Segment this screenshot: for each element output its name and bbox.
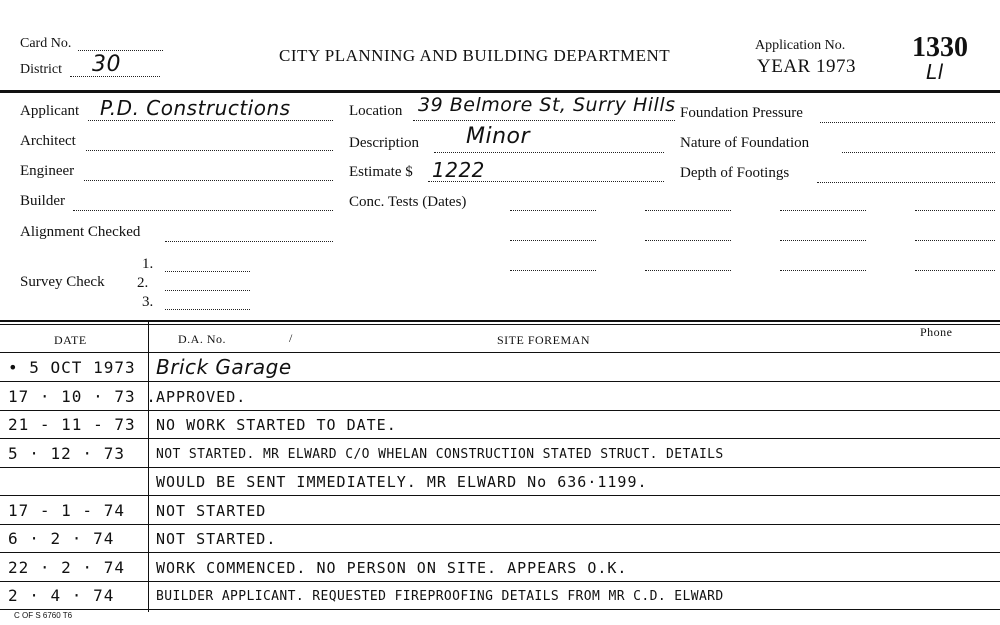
site-foreman-header: SITE FOREMAN	[497, 333, 591, 347]
alignment-label: Alignment Checked	[20, 224, 141, 240]
application-suffix: Ll	[926, 60, 944, 84]
card-no-label: Card No.	[20, 36, 72, 51]
department-title: CITY PLANNING AND BUILDING DEPARTMENT	[279, 46, 671, 65]
log-row-line	[0, 467, 1000, 468]
conc-test-line	[780, 210, 866, 211]
survey-2-line	[165, 290, 250, 291]
log-row-entry: BUILDER APPLICANT. REQUESTED FIREPROOFING DETAILS FROM MR C.D. ELWARD	[156, 589, 724, 604]
log-row-date: 2 · 4 · 74	[8, 586, 115, 605]
conc-test-line	[510, 210, 596, 211]
log-row-date: 21 - 11 - 73	[8, 415, 136, 434]
district-label: District	[20, 62, 62, 77]
engineer-line	[84, 180, 333, 181]
log-row-entry: Brick Garage	[156, 355, 292, 379]
conc-test-line	[645, 240, 731, 241]
log-row-entry: NOT STARTED	[156, 502, 267, 520]
log-row-entry: WORK COMMENCED. NO PERSON ON SITE. APPEARS O.K.	[156, 559, 628, 577]
nature-foundation-line	[842, 152, 995, 153]
log-row-line	[0, 609, 1000, 610]
builder-label: Builder	[20, 193, 65, 209]
log-row-entry: APPROVED.	[156, 388, 247, 406]
depth-footings-line	[817, 182, 995, 183]
estimate-value: 1222	[432, 158, 485, 182]
engineer-label: Engineer	[20, 163, 75, 179]
log-row-entry: WOULD BE SENT IMMEDIATELY. MR ELWARD No 636·1199.	[156, 473, 648, 491]
header-divider	[0, 90, 1000, 93]
card-no-line	[78, 50, 163, 51]
conc-test-line	[780, 270, 866, 271]
alignment-line	[165, 241, 333, 242]
log-row-line	[0, 581, 1000, 582]
nature-foundation-label: Nature of Foundation	[680, 135, 810, 151]
conc-test-line	[510, 270, 596, 271]
location-value: 39 Belmore St, Surry Hills	[418, 94, 676, 116]
log-row-line	[0, 552, 1000, 553]
architect-label: Architect	[20, 133, 76, 149]
log-row-entry: NOT STARTED. MR ELWARD C/O WHELAN CONSTRUCTION STATED STRUCT. DETAILS	[156, 447, 724, 462]
log-row-date: 22 · 2 · 74	[8, 558, 125, 577]
form-code: C OF S 6760 T6	[14, 611, 73, 620]
log-row-line	[0, 438, 1000, 439]
log-row-date: 17 · 10 · 73 .	[8, 387, 157, 406]
table-top-border-inner	[0, 324, 1000, 325]
conc-test-line	[780, 240, 866, 241]
log-row-entry: NO WORK STARTED TO DATE.	[156, 416, 397, 434]
log-row-date: 17 - 1 - 74	[8, 501, 125, 520]
log-row-date: 5 · 12 · 73	[8, 444, 125, 463]
phone-header: Phone	[920, 325, 953, 339]
survey-3-line	[165, 309, 250, 310]
conc-test-line	[510, 240, 596, 241]
conc-test-line	[645, 270, 731, 271]
architect-line	[86, 150, 333, 151]
location-label: Location	[349, 103, 403, 119]
conc-test-line	[915, 270, 995, 271]
date-header: DATE	[54, 333, 87, 347]
description-line	[434, 152, 664, 153]
application-label: Application No.	[755, 38, 846, 53]
builder-line	[73, 210, 333, 211]
log-row-entry: NOT STARTED.	[156, 530, 277, 548]
depth-footings-label: Depth of Footings	[680, 165, 790, 181]
survey-label: Survey Check	[20, 274, 105, 290]
location-line	[413, 120, 675, 121]
header-row-line	[0, 352, 1000, 353]
conc-test-line	[915, 210, 995, 211]
log-row-date: 6 · 2 · 74	[8, 529, 115, 548]
estimate-label: Estimate $	[349, 164, 413, 180]
log-row-line	[0, 381, 1000, 382]
survey-1-line	[165, 271, 250, 272]
log-row-line	[0, 410, 1000, 411]
applicant-line	[88, 120, 333, 121]
applicant-value: P.D. Constructions	[100, 96, 291, 120]
survey-2: 2.	[137, 275, 149, 291]
foundation-pressure-label: Foundation Pressure	[680, 105, 803, 121]
applicant-label: Applicant	[20, 103, 80, 119]
description-value: Minor	[466, 124, 531, 149]
log-row-line	[0, 495, 1000, 496]
district-value: 30	[92, 52, 121, 77]
year-label: YEAR 1973	[757, 56, 856, 77]
conc-test-line	[645, 210, 731, 211]
survey-3: 3.	[142, 294, 154, 310]
foundation-pressure-line	[820, 122, 995, 123]
da-header: D.A. No.	[178, 332, 226, 346]
log-row-line	[0, 524, 1000, 525]
conc-tests-label: Conc. Tests (Dates)	[349, 194, 467, 210]
description-label: Description	[349, 135, 419, 151]
application-number: 1330	[912, 32, 968, 63]
conc-test-line	[915, 240, 995, 241]
da-slash: /	[289, 331, 293, 345]
log-row-date: • 5 OCT 1973	[8, 358, 136, 377]
survey-1: 1.	[142, 256, 154, 272]
table-top-border	[0, 320, 1000, 322]
